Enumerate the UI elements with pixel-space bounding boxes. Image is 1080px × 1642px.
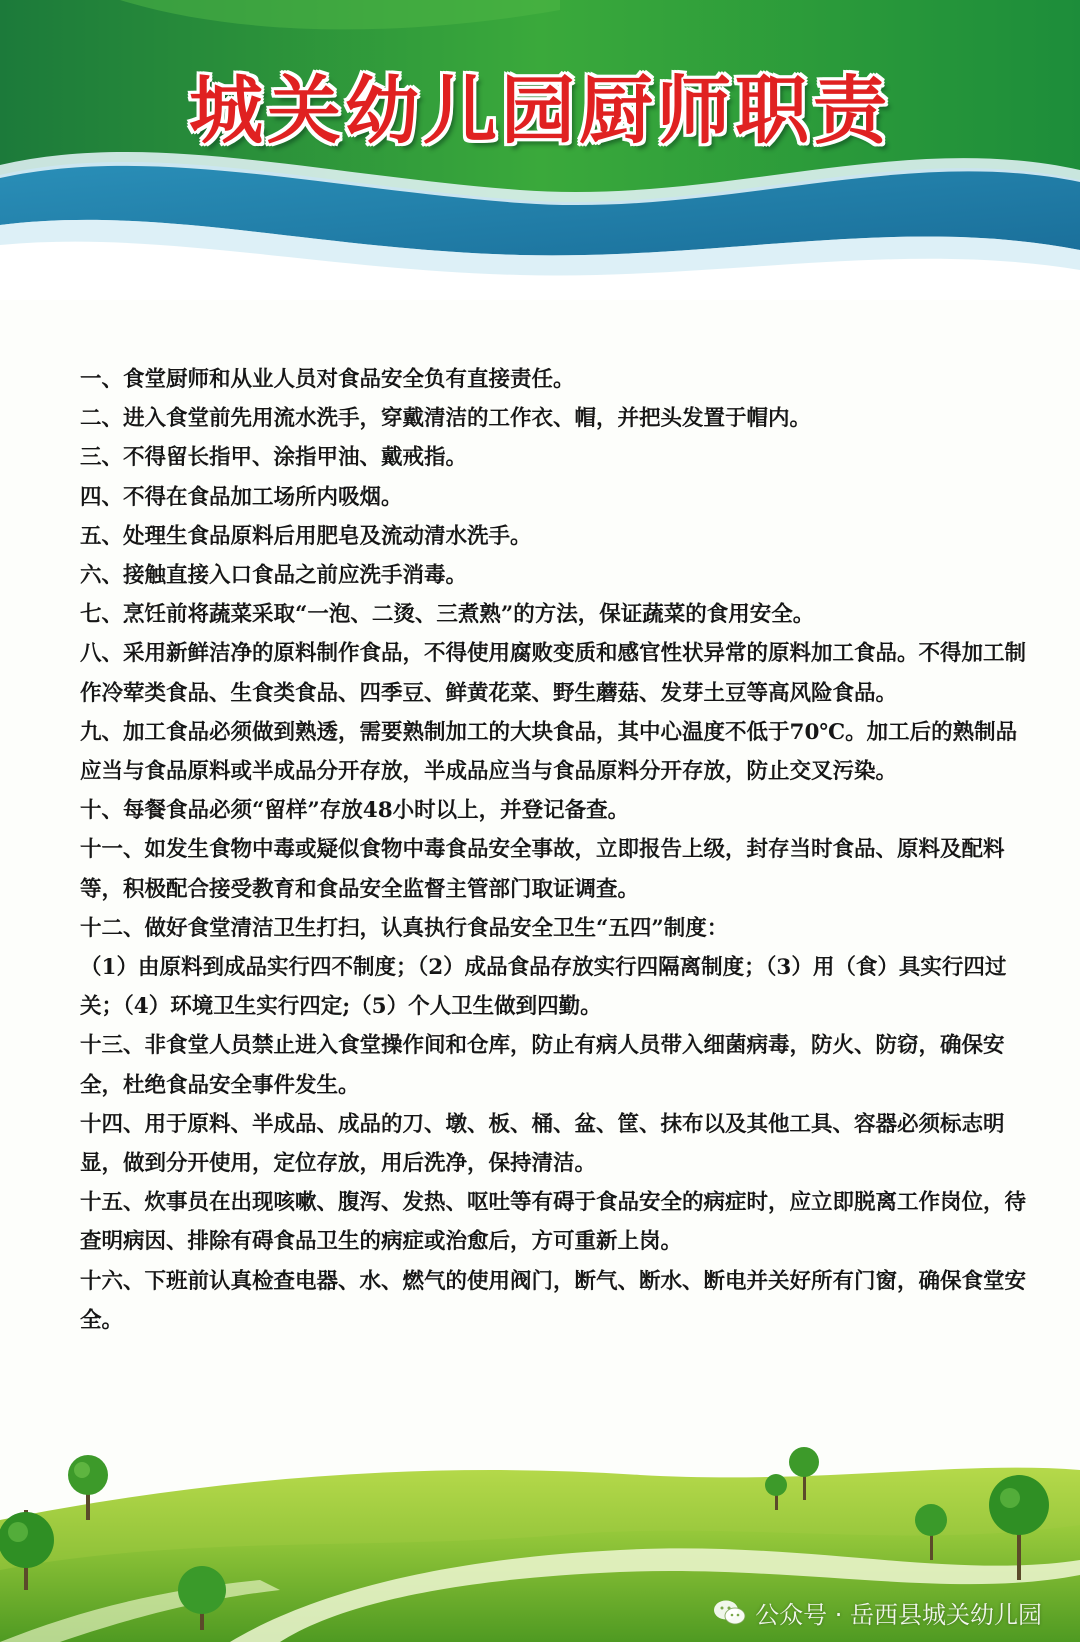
rule-item: 八、采用新鲜洁净的原料制作食品，不得使用腐败变质和感官性状异常的原料加工食品。不得加工制作冷荤类食品、生食类食品、四季豆、鲜黄花菜、野生蘑菇、发芽土豆等高风险食品。 bbox=[80, 641, 1027, 706]
rule-item: 二、进入食堂前先用流水洗手，穿戴清洁的工作衣、帽，并把头发置于帽内。 bbox=[80, 406, 812, 432]
wechat-icon bbox=[713, 1599, 747, 1627]
rule-item: 十四、用于原料、半成品、成品的刀、墩、板、桶、盆、筐、抹布以及其他工具、容器必须标志明显，做到分开使用，定位存放，用后洗净，保持清洁。 bbox=[80, 1111, 1005, 1177]
rule-item: 九、加工食品必须做到熟透，需要熟制加工的大块食品，其中心温度不低于70℃。加工后的熟制品应当与食品原料或半成品分开存放，半成品应当与食品原料分开存放，防止交叉污染。 bbox=[80, 719, 1018, 785]
rule-item: 十、每餐食品必须“留样”存放48小时以上，并登记备查。 bbox=[80, 798, 630, 824]
rule-item: 四、不得在食品加工场所内吸烟。 bbox=[80, 484, 403, 510]
watermark bbox=[713, 1595, 1042, 1630]
page-title: 城关幼儿园厨师职责 bbox=[189, 68, 891, 154]
rule-item: 十二、做好食堂清洁卫生打扫，认真执行食品安全卫生“五四”制度： bbox=[80, 915, 729, 941]
rule-item: 十一、如发生食物中毒或疑似食物中毒食品安全事故，立即报告上级，封存当时食品、原料及配料等，积极配合接受教育和食品安全监督主管部门取证调查。 bbox=[80, 837, 1005, 902]
rules-list bbox=[80, 360, 1030, 1340]
rule-item: 十三、非食堂人员禁止进入食堂操作间和仓库，防止有病人员带入细菌病毒，防火、防窃，确保安全，杜绝食品安全事件发生。 bbox=[80, 1033, 1005, 1098]
rule-item: 七、烹饪前将蔬菜采取“一泡、二烫、三煮熟”的方法，保证蔬菜的食用安全。 bbox=[80, 602, 815, 628]
rule-item: 十六、下班前认真检查电器、水、燃气的使用阀门，断气、断水、断电并关好所有门窗，确保食堂安全。 bbox=[80, 1268, 1027, 1333]
rule-item: 三、不得留长指甲、涂指甲油、戴戒指。 bbox=[80, 445, 468, 471]
watermark-text: 公众号 · 岳西县城关幼儿园 bbox=[755, 1601, 1042, 1629]
rule-item: 六、接触直接入口食品之前应洗手消毒。 bbox=[80, 563, 468, 589]
rule-item: （1）由原料到成品实行四不制度；（2）成品食品存放实行四隔离制度；（3）用（食）具实行四过关；（4）环境卫生实行四定;（5）个人卫生做到四勤。 bbox=[80, 955, 1007, 1020]
rule-item: 一、食堂厨师和从业人员对食品安全负有直接责任。 bbox=[80, 367, 575, 392]
rule-item: 五、处理生食品原料后用肥皂及流动清水洗手。 bbox=[80, 523, 532, 549]
rule-item: 十五、炊事员在出现咳嗽、腹泻、发热、呕吐等有碍于食品安全的病症时，应立即脱离工作岗位，待查明病因、排除有碍食品卫生的病症或治愈后，方可重新上岗。 bbox=[80, 1190, 1027, 1255]
